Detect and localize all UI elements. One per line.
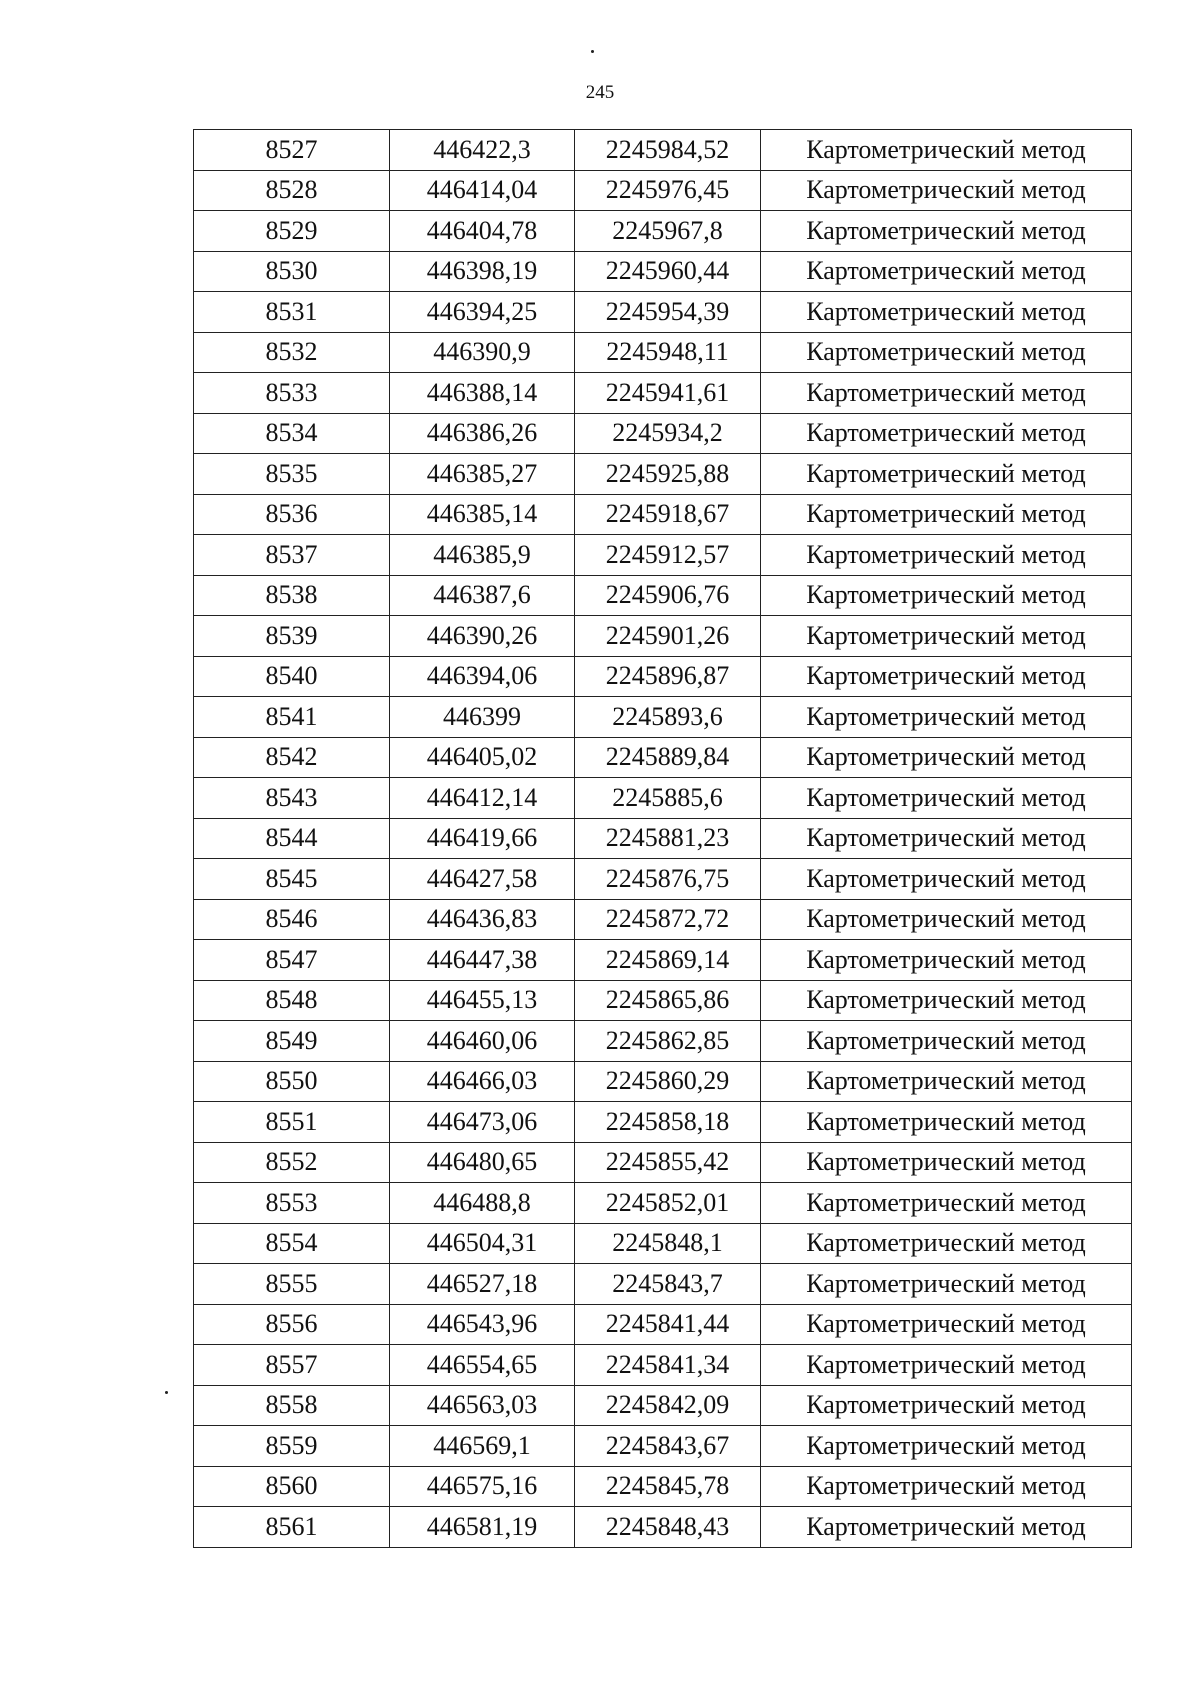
point-number-cell: 8550 (194, 1061, 390, 1102)
point-number-cell: 8548 (194, 980, 390, 1021)
y-coordinate-cell: 2245865,86 (575, 980, 761, 1021)
point-number-cell: 8543 (194, 778, 390, 819)
x-coordinate-cell: 446412,14 (390, 778, 575, 819)
point-number-cell: 8560 (194, 1466, 390, 1507)
method-cell: Картометрический метод (761, 251, 1132, 292)
point-number-cell: 8535 (194, 454, 390, 495)
y-coordinate-cell: 2245976,45 (575, 170, 761, 211)
x-coordinate-cell: 446554,65 (390, 1345, 575, 1386)
x-coordinate-cell: 446414,04 (390, 170, 575, 211)
x-coordinate-cell: 446398,19 (390, 251, 575, 292)
table-row (194, 170, 1132, 211)
x-coordinate-cell: 446460,06 (390, 1021, 575, 1062)
y-coordinate-cell: 2245841,44 (575, 1304, 761, 1345)
table-row (194, 1426, 1132, 1467)
y-coordinate-cell: 2245925,88 (575, 454, 761, 495)
table-row (194, 373, 1132, 414)
point-number-cell: 8546 (194, 899, 390, 940)
method-cell: Картометрический метод (761, 1507, 1132, 1548)
y-coordinate-cell: 2245843,7 (575, 1264, 761, 1305)
table-row (194, 1061, 1132, 1102)
y-coordinate-cell: 2245855,42 (575, 1142, 761, 1183)
method-cell: Картометрический метод (761, 535, 1132, 576)
table-row (194, 1021, 1132, 1062)
y-coordinate-cell: 2245896,87 (575, 656, 761, 697)
method-cell: Картометрический метод (761, 859, 1132, 900)
point-number-cell: 8542 (194, 737, 390, 778)
point-number-cell: 8527 (194, 130, 390, 171)
method-cell: Картометрический метод (761, 1345, 1132, 1386)
table-row (194, 1223, 1132, 1264)
point-number-cell: 8530 (194, 251, 390, 292)
method-cell: Картометрический метод (761, 1021, 1132, 1062)
method-cell: Картометрический метод (761, 697, 1132, 738)
x-coordinate-cell: 446385,9 (390, 535, 575, 576)
x-coordinate-cell: 446387,6 (390, 575, 575, 616)
table-row (194, 980, 1132, 1021)
point-number-cell: 8553 (194, 1183, 390, 1224)
method-cell: Картометрический метод (761, 413, 1132, 454)
method-cell: Картометрический метод (761, 1385, 1132, 1426)
x-coordinate-cell: 446466,03 (390, 1061, 575, 1102)
y-coordinate-cell: 2245869,14 (575, 940, 761, 981)
table-row (194, 575, 1132, 616)
x-coordinate-cell: 446543,96 (390, 1304, 575, 1345)
point-number-cell: 8529 (194, 211, 390, 252)
table-row (194, 1183, 1132, 1224)
scan-speck (591, 50, 594, 53)
table-row (194, 616, 1132, 657)
point-number-cell: 8545 (194, 859, 390, 900)
y-coordinate-cell: 2245848,43 (575, 1507, 761, 1548)
x-coordinate-cell: 446527,18 (390, 1264, 575, 1305)
y-coordinate-cell: 2245841,34 (575, 1345, 761, 1386)
y-coordinate-cell: 2245843,67 (575, 1426, 761, 1467)
y-coordinate-cell: 2245848,1 (575, 1223, 761, 1264)
point-number-cell: 8559 (194, 1426, 390, 1467)
table-row (194, 130, 1132, 171)
table-row (194, 1507, 1132, 1548)
y-coordinate-cell: 2245893,6 (575, 697, 761, 738)
table-row (194, 413, 1132, 454)
x-coordinate-cell: 446473,06 (390, 1102, 575, 1143)
table-row (194, 211, 1132, 252)
x-coordinate-cell: 446388,14 (390, 373, 575, 414)
table-row (194, 656, 1132, 697)
y-coordinate-cell: 2245941,61 (575, 373, 761, 414)
point-number-cell: 8534 (194, 413, 390, 454)
x-coordinate-cell: 446394,25 (390, 292, 575, 333)
y-coordinate-cell: 2245885,6 (575, 778, 761, 819)
y-coordinate-cell: 2245852,01 (575, 1183, 761, 1224)
x-coordinate-cell: 446422,3 (390, 130, 575, 171)
table-row (194, 859, 1132, 900)
x-coordinate-cell: 446419,66 (390, 818, 575, 859)
y-coordinate-cell: 2245845,78 (575, 1466, 761, 1507)
coordinates-table (193, 129, 1132, 1548)
x-coordinate-cell: 446394,06 (390, 656, 575, 697)
method-cell: Картометрический метод (761, 980, 1132, 1021)
coordinates-table-body (194, 130, 1132, 1548)
point-number-cell: 8557 (194, 1345, 390, 1386)
method-cell: Картометрический метод (761, 130, 1132, 171)
point-number-cell: 8538 (194, 575, 390, 616)
table-row (194, 1466, 1132, 1507)
method-cell: Картометрический метод (761, 899, 1132, 940)
x-coordinate-cell: 446436,83 (390, 899, 575, 940)
x-coordinate-cell: 446390,26 (390, 616, 575, 657)
method-cell: Картометрический метод (761, 170, 1132, 211)
table-row (194, 1142, 1132, 1183)
point-number-cell: 8540 (194, 656, 390, 697)
table-row (194, 940, 1132, 981)
x-coordinate-cell: 446386,26 (390, 413, 575, 454)
x-coordinate-cell: 446427,58 (390, 859, 575, 900)
x-coordinate-cell: 446488,8 (390, 1183, 575, 1224)
y-coordinate-cell: 2245842,09 (575, 1385, 761, 1426)
point-number-cell: 8537 (194, 535, 390, 576)
y-coordinate-cell: 2245934,2 (575, 413, 761, 454)
point-number-cell: 8532 (194, 332, 390, 373)
table-row (194, 292, 1132, 333)
y-coordinate-cell: 2245881,23 (575, 818, 761, 859)
method-cell: Картометрический метод (761, 1183, 1132, 1224)
y-coordinate-cell: 2245876,75 (575, 859, 761, 900)
method-cell: Картометрический метод (761, 616, 1132, 657)
y-coordinate-cell: 2245901,26 (575, 616, 761, 657)
y-coordinate-cell: 2245954,39 (575, 292, 761, 333)
page-number: 245 (585, 82, 615, 103)
method-cell: Картометрический метод (761, 494, 1132, 535)
table-row (194, 1385, 1132, 1426)
table-row (194, 1264, 1132, 1305)
point-number-cell: 8539 (194, 616, 390, 657)
y-coordinate-cell: 2245906,76 (575, 575, 761, 616)
point-number-cell: 8552 (194, 1142, 390, 1183)
scan-speck (165, 1391, 168, 1394)
x-coordinate-cell: 446455,13 (390, 980, 575, 1021)
table-row (194, 535, 1132, 576)
method-cell: Картометрический метод (761, 211, 1132, 252)
table-row (194, 818, 1132, 859)
x-coordinate-cell: 446385,14 (390, 494, 575, 535)
method-cell: Картометрический метод (761, 292, 1132, 333)
y-coordinate-cell: 2245858,18 (575, 1102, 761, 1143)
point-number-cell: 8544 (194, 818, 390, 859)
method-cell: Картометрический метод (761, 1304, 1132, 1345)
method-cell: Картометрический метод (761, 778, 1132, 819)
point-number-cell: 8554 (194, 1223, 390, 1264)
y-coordinate-cell: 2245967,8 (575, 211, 761, 252)
table-row (194, 778, 1132, 819)
point-number-cell: 8536 (194, 494, 390, 535)
table-row (194, 1304, 1132, 1345)
point-number-cell: 8541 (194, 697, 390, 738)
x-coordinate-cell: 446480,65 (390, 1142, 575, 1183)
table-row (194, 1345, 1132, 1386)
method-cell: Картометрический метод (761, 1102, 1132, 1143)
x-coordinate-cell: 446404,78 (390, 211, 575, 252)
x-coordinate-cell: 446563,03 (390, 1385, 575, 1426)
table-row (194, 737, 1132, 778)
x-coordinate-cell: 446581,19 (390, 1507, 575, 1548)
x-coordinate-cell: 446385,27 (390, 454, 575, 495)
table-row (194, 251, 1132, 292)
method-cell: Картометрический метод (761, 575, 1132, 616)
method-cell: Картометрический метод (761, 332, 1132, 373)
y-coordinate-cell: 2245862,85 (575, 1021, 761, 1062)
x-coordinate-cell: 446575,16 (390, 1466, 575, 1507)
method-cell: Картометрический метод (761, 737, 1132, 778)
y-coordinate-cell: 2245948,11 (575, 332, 761, 373)
point-number-cell: 8551 (194, 1102, 390, 1143)
y-coordinate-cell: 2245872,72 (575, 899, 761, 940)
y-coordinate-cell: 2245889,84 (575, 737, 761, 778)
method-cell: Картометрический метод (761, 1142, 1132, 1183)
point-number-cell: 8561 (194, 1507, 390, 1548)
point-number-cell: 8528 (194, 170, 390, 211)
table-row (194, 1102, 1132, 1143)
x-coordinate-cell: 446504,31 (390, 1223, 575, 1264)
point-number-cell: 8556 (194, 1304, 390, 1345)
x-coordinate-cell: 446399 (390, 697, 575, 738)
point-number-cell: 8555 (194, 1264, 390, 1305)
point-number-cell: 8533 (194, 373, 390, 414)
table-row (194, 454, 1132, 495)
y-coordinate-cell: 2245984,52 (575, 130, 761, 171)
method-cell: Картометрический метод (761, 1223, 1132, 1264)
y-coordinate-cell: 2245960,44 (575, 251, 761, 292)
y-coordinate-cell: 2245912,57 (575, 535, 761, 576)
y-coordinate-cell: 2245860,29 (575, 1061, 761, 1102)
point-number-cell: 8549 (194, 1021, 390, 1062)
x-coordinate-cell: 446390,9 (390, 332, 575, 373)
table-row (194, 697, 1132, 738)
table-row (194, 899, 1132, 940)
y-coordinate-cell: 2245918,67 (575, 494, 761, 535)
method-cell: Картометрический метод (761, 1426, 1132, 1467)
point-number-cell: 8531 (194, 292, 390, 333)
point-number-cell: 8558 (194, 1385, 390, 1426)
x-coordinate-cell: 446447,38 (390, 940, 575, 981)
method-cell: Картометрический метод (761, 1264, 1132, 1305)
point-number-cell: 8547 (194, 940, 390, 981)
table-row (194, 332, 1132, 373)
method-cell: Картометрический метод (761, 1061, 1132, 1102)
method-cell: Картометрический метод (761, 454, 1132, 495)
method-cell: Картометрический метод (761, 373, 1132, 414)
table-row (194, 494, 1132, 535)
method-cell: Картометрический метод (761, 656, 1132, 697)
method-cell: Картометрический метод (761, 940, 1132, 981)
method-cell: Картометрический метод (761, 818, 1132, 859)
x-coordinate-cell: 446405,02 (390, 737, 575, 778)
method-cell: Картометрический метод (761, 1466, 1132, 1507)
x-coordinate-cell: 446569,1 (390, 1426, 575, 1467)
